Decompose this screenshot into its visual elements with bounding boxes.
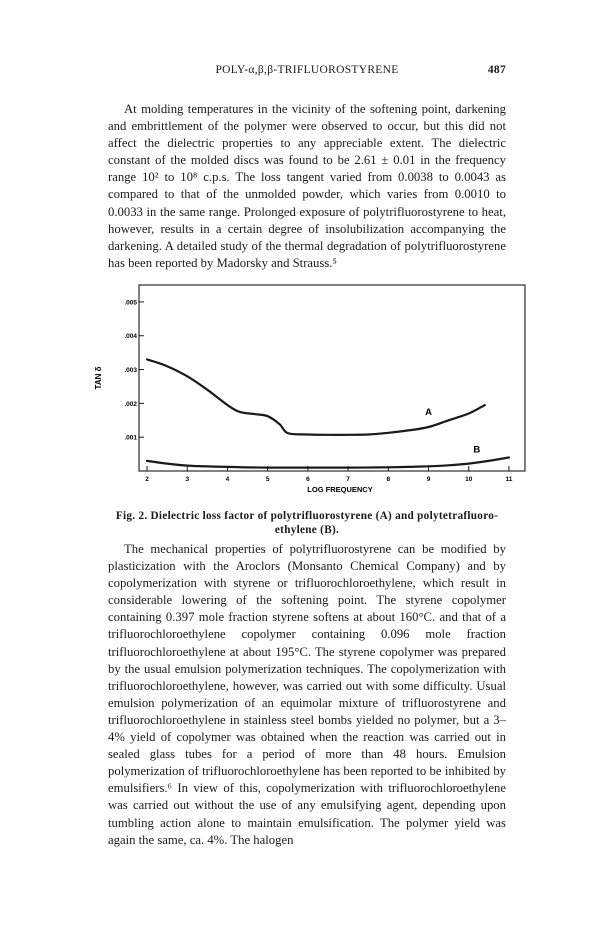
page-number: 487: [487, 64, 506, 76]
figure-dielectric-loss: [94, 280, 528, 510]
curve-labels: [425, 407, 480, 455]
curve-label-a: A: [425, 407, 432, 419]
x-tick-label: 8: [386, 476, 391, 483]
series-group: [147, 359, 509, 467]
y-tick-label: .003: [124, 367, 137, 375]
x-tick-label: 4: [225, 476, 230, 483]
x-tick-label: 2: [145, 476, 149, 483]
plot-frame: [139, 285, 525, 471]
y-tick-label: .005: [124, 299, 137, 307]
series-line-a: [147, 359, 485, 434]
x-tick-label: 10: [465, 476, 473, 483]
y-axis-title: TAN δ: [94, 366, 103, 390]
x-tick-label: 6: [306, 476, 310, 483]
x-tick-label: 9: [426, 476, 431, 483]
loss-factor-chart: [94, 280, 528, 510]
paragraph-mechanical: The mechanical properties of polytrifluorostyrene can be modified by plasticization with the Aroclors (Monsanto Chemical Company) and by copolymerization with styrene or trifluorochloroethylene, which result in considerable lowering of the softening point. The styrene copolymer containing 0.397 mole fraction styrene softens at about 160°C. and that of a trifluorochloroethylene copolymer containing 0.096 mole fraction trifluorochloroethylene at about 195°C. The styrene copolymer was prepared by the usual emulsion polymerization techniques. The copolymerization with trifluorochloroethylene, however, was carried out with some difficulty. Usual emulsion polymerization of an equimolar mixture of trifluorostyrene and trifluorochloroethylene in stainless steel bombs yielded no polymer, but a 3–4% yield of copolymer was obtained when the reaction was carried out in sealed glass tubes for a period of more than 48 hours. Emulsion polymerization of trifluorochloroethylene has been reported to be inhibited by emulsifiers.⁶ In view of this, copolymerization with trifluorochloroethylene was carried out without the use of any emulsifying agent, depending upon tumbling action alone to maintain emulsification. The polymer yield was again the same, ca. 4%. The halogen: [108, 542, 506, 847]
figure-caption: [108, 509, 506, 537]
series-line-b: [147, 458, 509, 468]
paragraph-thermal: At molding temperatures in the vicinity of the softening point, darkening and embrittlement of the polymer were observed to occur, but this did not affect the dielectric properties to any appreciable extent. The dielectric constant of the molded discs was found to be 2.61 ± 0.01 in the frequency range 10² to 10⁸ c.p.s. The loss tangent varied from 0.0038 to 0.0043 as compared to that of the unmolded powder, which varies from 0.0010 to 0.0033 in the same range. Prolonged exposure of polytrifluorostyrene to heat, however, results in a certain degree of insolubilization accompanying the darkening. A detailed study of the thermal degradation of polytrifluorostyrene has been reported by Madorsky and Strauss.⁵: [108, 102, 506, 270]
running-title: POLY-α,β,β-TRIFLUOROSTYRENE: [215, 64, 399, 76]
caption-label: Fig. 2.: [115, 510, 148, 522]
y-axis: [124, 299, 144, 441]
x-tick-label: 11: [505, 476, 513, 483]
running-header: [108, 64, 506, 80]
x-tick-label: 5: [265, 476, 270, 483]
y-tick-label: .002: [124, 400, 137, 408]
x-tick-label: 7: [346, 476, 350, 483]
x-axis-title: LOG FREQUENCY: [307, 485, 373, 494]
y-tick-label: .001: [124, 434, 137, 442]
curve-label-b: B: [473, 444, 481, 456]
y-tick-label: .004: [124, 333, 137, 341]
caption-text: Dielectric loss factor of polytrifluorostyrene (A) and polytetrafluoro-ethylene (B).: [150, 510, 499, 536]
x-tick-label: 3: [185, 476, 190, 483]
